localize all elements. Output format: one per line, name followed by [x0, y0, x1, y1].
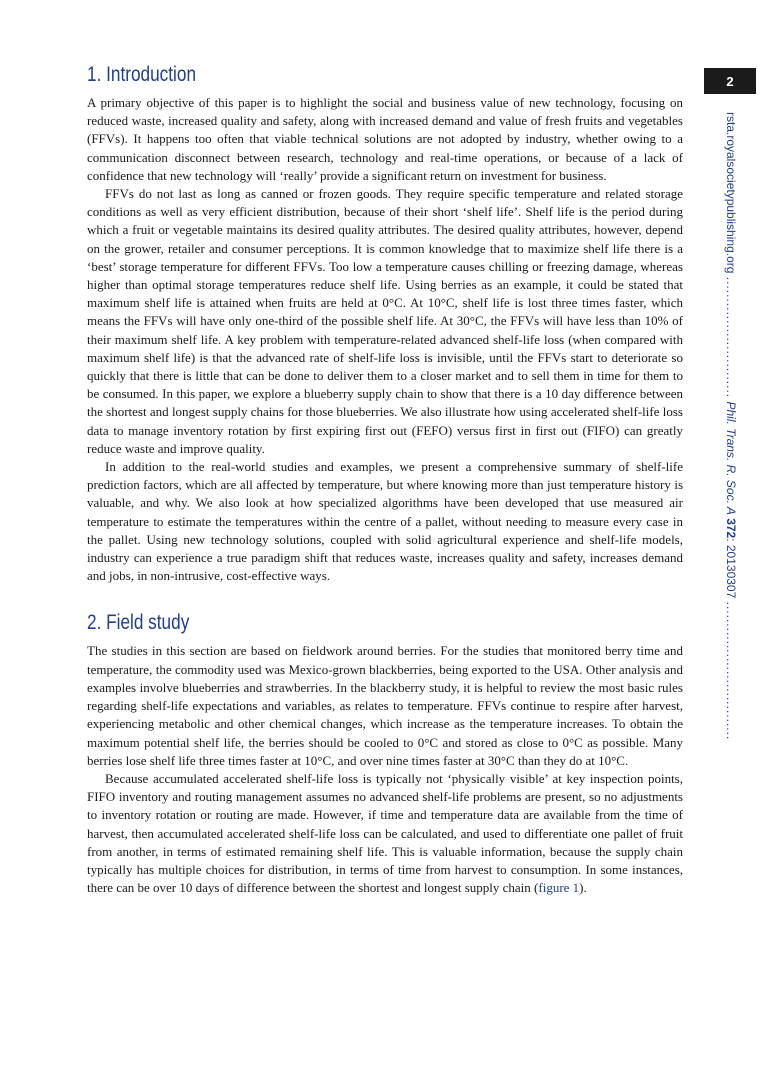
- intro-paragraph-1: A primary objective of this paper is to highlight the social and business value of new technology, focusing on reduced waste, increased quality and safety, along with increased demand and value of fresh fruits and vegetables (FFVs). It happens too often that viable technical solutions are not adopted by industry, whether owing to a communication disconnect between research, technology and real-time operations, or because of a lack of confidence that new technology will ‘really’ provide a significant return on investment for business.: [87, 95, 683, 183]
- dotted-leader: ............................: [724, 276, 738, 399]
- article-body: [87, 60, 683, 897]
- section-heading-introduction: 1. Introduction: [87, 62, 197, 86]
- field-study-paragraph-1: The studies in this section are based on fieldwork around berries. For the studies that monitored berry time and temperature, the commodity used was Mexico-grown blackberries, being exported to the USA. Other analysis and examples involve blueberries and strawberries. In the blackberry study, it is helpful to review the most basic rules regarding shelf-life expectations and variables, as relates to temperature. FFVs continue to respire after harvest, experiencing metabolic and other chemical changes, which increase as the temperature increases. To obtain the maximum potential shelf life, the berries should be cooled to 0°C and stored as close to 0°C as possible. Many berries lose shelf life three times faster at 10°C, and over nine times faster at 30°C than they do at 10°C.: [87, 643, 683, 768]
- paragraph-end: ).: [579, 880, 587, 896]
- field-study-paragraph-2: Because accumulated accelerated shelf-life loss is typically not ‘physically visible’ at key inspection points, FIFO inventory and routing management assumes no advanced shelf-life problems are present, so no adjustments to inventory rotation or routing are made. However, if time and temperature data are available from the time of harvest, then accumulated accelerated shelf-life loss can be calculated, and used to differentiate one pallet of fruit from another, in terms of estimated remaining shelf life. This is valuable information, because the supply chain typically has multiple choices for distribution, in terms of time from harvest to consumption. In some instances, there can be over 10 days of difference between the shortest and longest supply chain (figure 1).: [87, 770, 683, 896]
- journal-name: Phil. Trans. R. Soc. A: [724, 401, 738, 515]
- journal-site-link[interactable]: rsta.royalsocietypublishing.org: [724, 112, 738, 274]
- page-number-badge: 2: [704, 68, 756, 94]
- field-study-paragraph-2-text: Because accumulated accelerated shelf-life loss is typically not ‘physically visible’ at key inspection points, FIFO inventory and routing management assumes no advanced shelf-life problems are present, so no adjustments to inventory rotation or routing are made. However, if time and temperature data are available from the time of harvest, then accumulated accelerated shelf-life loss can be calculated, and used to differentiate one pallet of fruit from another, in terms of estimated remaining shelf life. This is valuable information, because the supply chain typically has multiple choices for distribution, in terms of time from harvest to consumption. In some instances, there can be over 10 days of difference between the shortest and longest supply chain: [87, 770, 683, 896]
- dotted-leader-end: ................................: [724, 601, 738, 741]
- running-header: [724, 112, 738, 740]
- figure-1-link[interactable]: figure 1: [538, 880, 580, 896]
- section-heading-field-study: 2. Field study: [87, 610, 190, 635]
- article-id: : 20130307: [724, 538, 738, 599]
- journal-volume: 372: [724, 518, 738, 539]
- intro-paragraph-2: FFVs do not last as long as canned or frozen goods. They require specific temperature and related storage conditions as well as very efficient distribution, because of their short ‘shelf life’. Shelf life is the period during which a fruit or vegetable maintains its desired quality attributes. The desired quality attributes, however, depend on the grower, retailer and consumer perceptions. It is common knowledge that to maximize shelf life there is a ‘best’ storage temperature for different FFVs. Too low a temperature causes chilling or freezing damage, whereas higher than optimal storage temperatures reduce shelf life. Using berries as an example, it could be stated that maximum shelf life is attained when fruits are held at 0°C. At 10°C, shelf life is lost three times faster, which means the FFVs will have only one-third of the possible shelf life. At 30°C, the FFVs will have less than 10% of their maximum shelf life. A key problem with temperature-related advanced shelf-life loss (when compared with maximum shelf life) is that the advanced rate of shelf-life loss is invisible, until the FFVs start to deteriorate so quickly that there is little that can be done to deliver them to a closer market and to sell them in time for them to be consumed. In this paper, we explore a blueberry supply chain to show that there is a 10 day difference between the shortest and longest supply chains for those blueberries. We also illustrate how using accelerated shelf-life loss data to manage inventory rotation by first expiring first out (FEFO) versus first in first out (FIFO) can greatly reduce waste and improve quality.: [87, 186, 683, 456]
- intro-paragraph-3: In addition to the real-world studies and examples, we present a comprehensive summary of shelf-life prediction factors, which are all affected by temperature, but where knowing more than just temperature history is valuable, and why. We also look at how specialized algorithms have been developed that use measured air temperature to estimate the temperatures within the centre of a pallet, without needing to measure every case in the pallet. Using new technology solutions, coupled with solid agricultural experience and shelf-life models, industry can experience a true paradigm shift that reduces waste, increases quality and safety, increases demand and jobs, in non-intrusive, cost-effective ways.: [87, 459, 683, 584]
